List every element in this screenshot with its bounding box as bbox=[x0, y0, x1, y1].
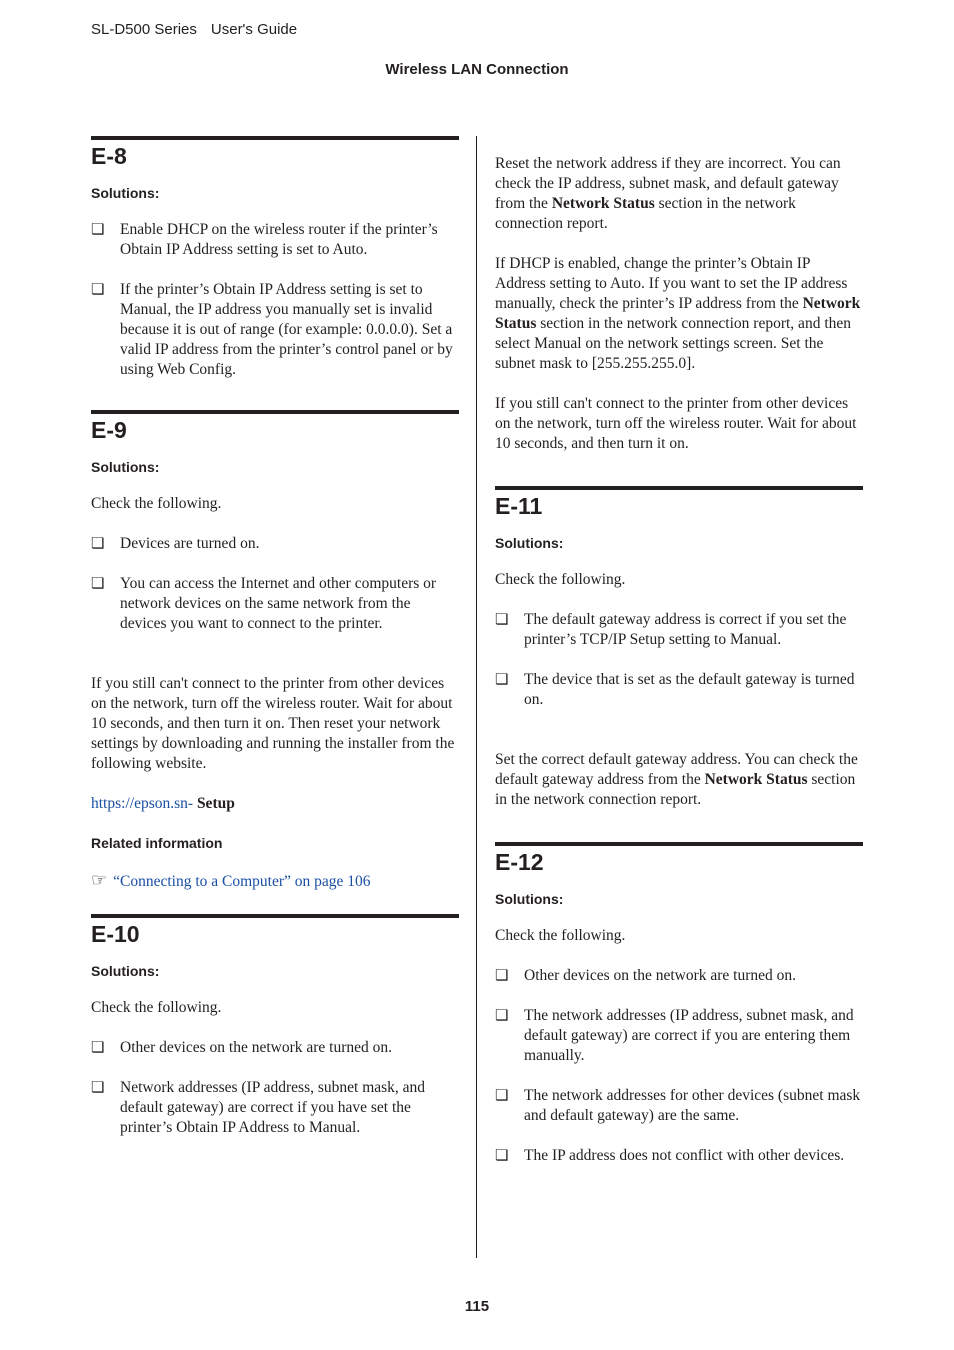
related-link[interactable]: “Connecting to a Computer” on page 106 bbox=[113, 873, 371, 890]
solutions-label: Solutions: bbox=[91, 459, 160, 475]
right-column bbox=[495, 136, 863, 1186]
solutions-label: Solutions: bbox=[91, 963, 160, 979]
checkbox-bullet-icon: ❏ bbox=[495, 672, 509, 688]
section-title: E-11 bbox=[495, 493, 543, 519]
body-paragraph: Set the correct default gateway address. You can check the default gateway address from the Network Status section in the network connection report. bbox=[495, 751, 858, 808]
column-divider bbox=[476, 136, 477, 1258]
pointer-hand-icon: ☞ bbox=[91, 870, 108, 890]
guide-name: User's Guide bbox=[210, 21, 298, 38]
list-item: ❏ Network addresses (IP address, subnet mask, and default gateway) are correct if you have set the printer’s Obtain IP Address to Manual. bbox=[91, 1079, 426, 1136]
intro-text: Check the following. bbox=[91, 999, 222, 1016]
body-paragraph: If you still can't connect to the printer from other devices on the network, turn off the wireless router. Wait for about 10 seconds, and then turn it on. Then reset your network settings by downloading and running the installer from the following website. bbox=[91, 675, 455, 772]
solutions-label: Solutions: bbox=[495, 891, 564, 907]
e11-list bbox=[495, 610, 863, 710]
intro-text: Check the following. bbox=[91, 495, 222, 512]
list-item: ❏ The network addresses (IP address, subnet mask, and default gateway) are correct if you are entering them manually. bbox=[495, 1007, 854, 1064]
product-name: SL-D500 Series bbox=[91, 21, 197, 38]
list-item: ❏ Other devices on the network are turned on. bbox=[495, 967, 797, 984]
list-item: ❏ The IP address does not conflict with other devices. bbox=[495, 1147, 845, 1164]
list-item: ❏ The device that is set as the default gateway is turned on. bbox=[495, 671, 855, 708]
left-column bbox=[91, 136, 459, 1158]
list-item: ❏ Enable DHCP on the wireless router if the printer’s Obtain IP Address setting is set to Auto. bbox=[91, 221, 438, 258]
body-paragraph: Reset the network address if they are incorrect. You can check the IP address, subnet mask, and default gateway from the Network Status section in the network connection report. bbox=[495, 155, 841, 232]
solutions-label: Solutions: bbox=[91, 185, 160, 201]
related-info-label: Related information bbox=[91, 835, 223, 851]
list-item: ❏ If the printer’s Obtain IP Address setting is set to Manual, the IP address you manually set is invalid because it is out of range (for example: 0.0.0.0). Set a valid IP address from the printer’s control panel or by using Web Config. bbox=[91, 281, 453, 378]
e8-list bbox=[91, 220, 459, 380]
url-suffix: Setup bbox=[196, 795, 235, 812]
chapter-title: Wireless LAN Connection bbox=[385, 61, 569, 78]
checkbox-bullet-icon: ❏ bbox=[91, 222, 105, 238]
checkbox-bullet-icon: ❏ bbox=[91, 536, 105, 552]
e10-list bbox=[91, 1038, 459, 1138]
checkbox-bullet-icon: ❏ bbox=[495, 612, 509, 628]
section-e12-heading bbox=[495, 842, 863, 876]
list-item: ❏ Other devices on the network are turned on. bbox=[91, 1039, 393, 1056]
section-e8-heading bbox=[91, 136, 459, 170]
section-e10-heading bbox=[91, 914, 459, 948]
body-paragraph: If DHCP is enabled, change the printer’s Obtain IP Address setting to Auto. If you want to set the IP address manually, check the printer’s IP address from the Network Status section in the network connection report, and then select Manual on the network settings screen. Set the subnet mask to [255.255.255.0]. bbox=[495, 255, 861, 372]
list-item: ❏ Devices are turned on. bbox=[91, 535, 260, 552]
checkbox-bullet-icon: ❏ bbox=[495, 1088, 509, 1104]
body-paragraph: If you still can't connect to the printer from other devices on the network, turn off the wireless router. Wait for about 10 seconds, and then turn it on. bbox=[495, 395, 857, 452]
intro-text: Check the following. bbox=[495, 927, 626, 944]
checkbox-bullet-icon: ❏ bbox=[91, 1080, 105, 1096]
intro-text: Check the following. bbox=[495, 571, 626, 588]
section-title: E-9 bbox=[91, 417, 127, 443]
section-title: E-8 bbox=[91, 143, 127, 169]
section-e9-heading bbox=[91, 410, 459, 444]
list-item: ❏ The default gateway address is correct if you set the printer’s TCP/IP Setup setting to Manual. bbox=[495, 611, 847, 648]
checkbox-bullet-icon: ❏ bbox=[91, 576, 105, 592]
related-item bbox=[91, 870, 459, 892]
checkbox-bullet-icon: ❏ bbox=[495, 1148, 509, 1164]
e9-list bbox=[91, 534, 459, 634]
section-title: E-12 bbox=[495, 849, 544, 875]
e12-list bbox=[495, 966, 863, 1166]
checkbox-bullet-icon: ❏ bbox=[495, 1008, 509, 1024]
section-title: E-10 bbox=[91, 921, 140, 947]
url-line bbox=[91, 794, 459, 814]
list-item: ❏ You can access the Internet and other computers or network devices on the same network from the devices you want to connect to the printer. bbox=[91, 575, 437, 632]
checkbox-bullet-icon: ❏ bbox=[495, 968, 509, 984]
section-e11-heading bbox=[495, 486, 863, 520]
page-number: 115 bbox=[464, 1298, 490, 1315]
checkbox-bullet-icon: ❏ bbox=[91, 282, 105, 298]
solutions-label: Solutions: bbox=[495, 535, 564, 551]
epson-link[interactable]: https://epson.sn- bbox=[91, 795, 194, 812]
checkbox-bullet-icon: ❏ bbox=[91, 1040, 105, 1056]
running-header bbox=[91, 21, 311, 38]
list-item: ❏ The network addresses for other devices (subnet mask and default gateway) are the same. bbox=[495, 1087, 861, 1124]
